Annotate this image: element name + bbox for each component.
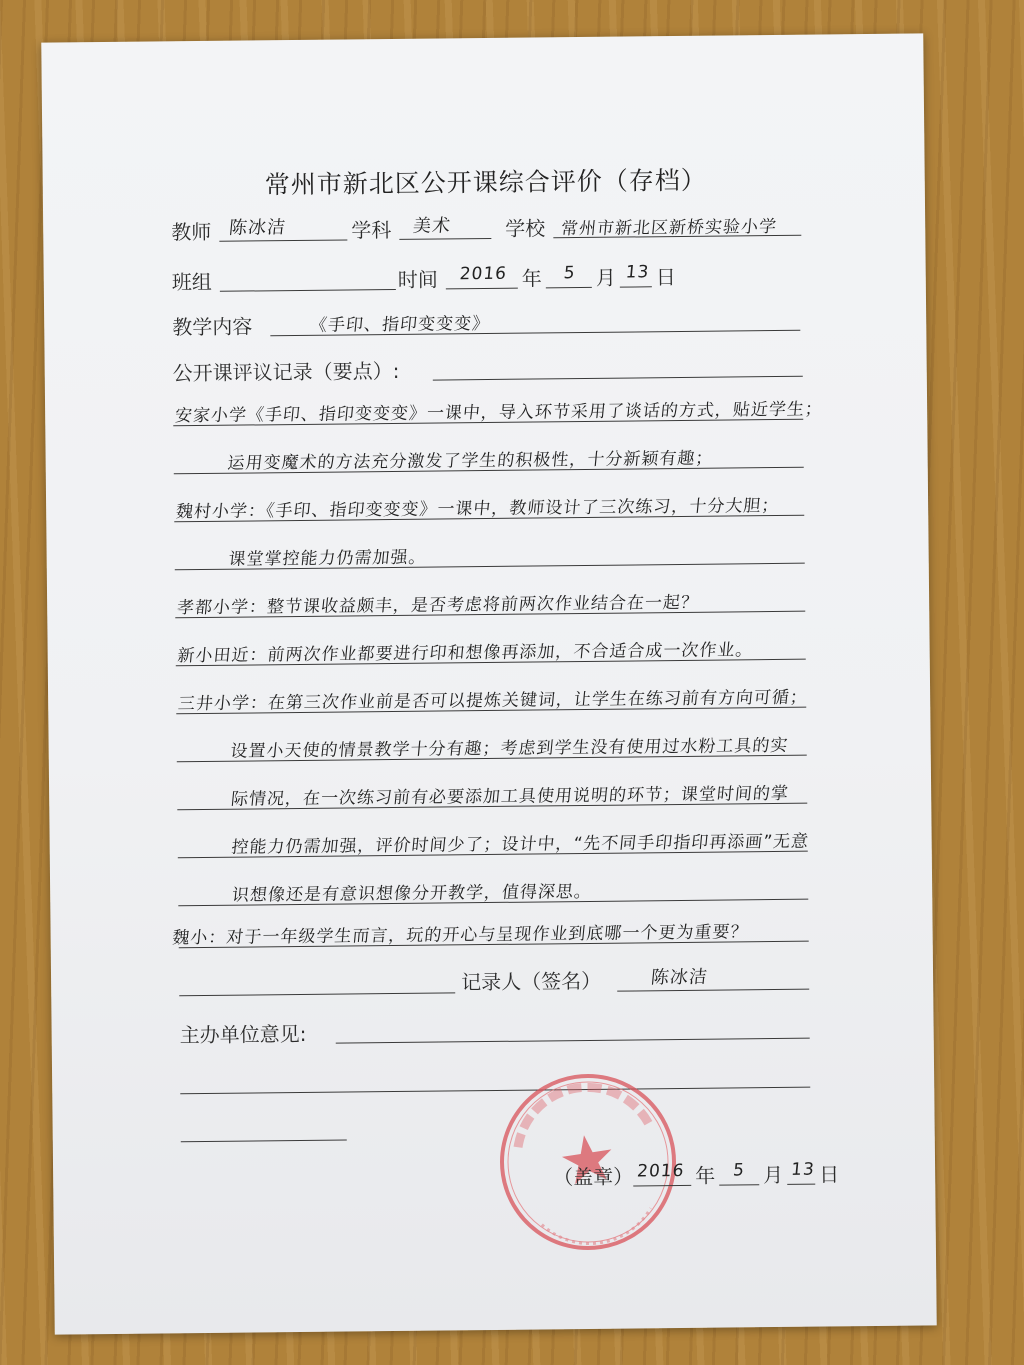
note-1: 安家小学《手印、指印变变变》一课中，导入环节采用了谈话的方式，贴近学生； — [173, 399, 824, 427]
recorder-signature: 陈冰洁 — [649, 966, 709, 989]
teacher-line — [219, 239, 347, 241]
seal-month-value: 5 — [732, 1160, 746, 1181]
seal-year-value: 2016 — [636, 1160, 686, 1182]
organizer-label: 主办单位意见: — [179, 1021, 307, 1048]
note-9: 际情况，在一次练习前有必要添加工具使用说明的环节；课堂时间的掌 — [229, 783, 790, 810]
day-value: 13 — [624, 262, 651, 283]
day-line — [620, 286, 652, 287]
time-label: 时间 — [397, 267, 438, 292]
seal-year-label: 年 — [695, 1163, 716, 1188]
content-label: 教学内容 — [172, 314, 253, 340]
note-12: 魏小：对于一年级学生而言，玩的开心与呈现作业到底哪一个更为重要？ — [171, 922, 750, 949]
organizer-line — [336, 1038, 810, 1044]
recorder-line — [617, 989, 809, 992]
seal-day-line — [787, 1184, 815, 1185]
recorder-label: 记录人（签名） — [460, 968, 602, 995]
school-label: 学校 — [505, 216, 546, 241]
teacher-value: 陈冰洁 — [228, 217, 288, 239]
class-line — [220, 289, 396, 292]
content-value: 《手印、指印变变变》 — [309, 313, 491, 336]
school-value: 常州市新北区新桥实验小学 — [560, 216, 778, 240]
organizer-line-3 — [181, 1140, 347, 1143]
record-heading: 公开课评议记录（要点）: — [172, 358, 400, 386]
seal-day-value: 13 — [790, 1159, 816, 1180]
note-11: 识想像还是有意识想像分开教学，值得深思。 — [230, 881, 593, 906]
day-label: 日 — [655, 265, 676, 290]
note-2: 运用变魔术的方法充分激发了学生的积极性，十分新颖有趣； — [226, 448, 715, 474]
note-6: 新小田近：前两次作业都要进行印和想像再添加，不合适合成一次作业。 — [176, 640, 755, 667]
note-7: 三井小学：在第三次作业前是否可以提炼关键词，让学生在练习前有方向可循； — [176, 687, 809, 715]
teacher-label: 教师 — [171, 219, 212, 245]
subject-value: 美术 — [412, 215, 453, 237]
seal-day-label: 日 — [819, 1162, 840, 1187]
year-value: 2016 — [458, 263, 508, 285]
note-4: 课堂掌控能力仍需加强。 — [227, 547, 428, 570]
seal-month-label: 月 — [763, 1162, 784, 1188]
month-label: 月 — [595, 265, 616, 290]
year-line — [446, 288, 518, 290]
subject-line — [399, 238, 491, 240]
note-3: 魏村小学：《手印、指印变变变》一课中，教师设计了三次练习，十分大胆； — [174, 495, 781, 523]
class-label: 班组 — [171, 269, 212, 295]
note-8: 设置小天使的情景教学十分有趣；考虑到学生没有使用过水粉工具的实 — [229, 735, 790, 762]
note-5: 孝都小学：整节课收益颇丰，是否考虑将前两次作业结合在一起？ — [175, 592, 700, 619]
record-heading-line — [433, 376, 803, 381]
evaluation-form-sheet — [41, 33, 936, 1334]
seal-label: （盖章） — [553, 1164, 634, 1190]
subject-label: 学科 — [351, 217, 392, 243]
year-label: 年 — [521, 266, 542, 291]
month-value: 5 — [562, 263, 577, 284]
recorder-blank-line — [179, 992, 455, 996]
seal-month-line — [719, 1184, 759, 1185]
form-title: 常州市新北区公开课综合评价（存档） — [264, 165, 707, 200]
month-line — [546, 287, 592, 288]
note-10: 控能力仍需加强，评价时间少了；设计中，“先不同手印指印再添画”无意 — [230, 831, 810, 858]
